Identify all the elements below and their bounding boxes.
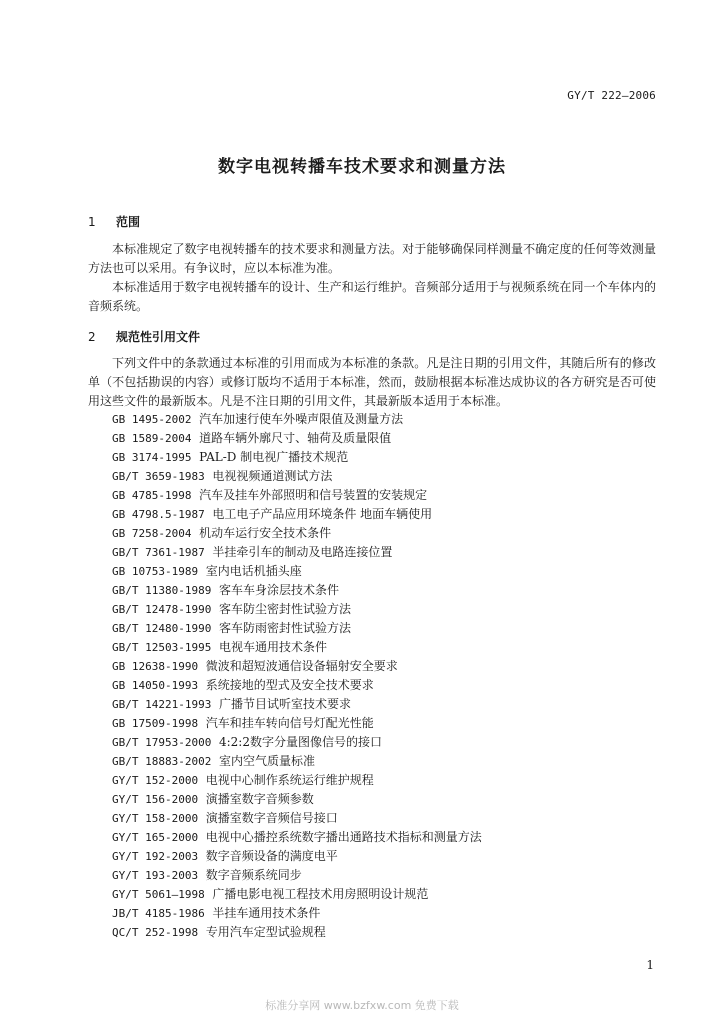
reference-item	[112, 619, 482, 638]
reference-code: GB/T 3659-1983	[112, 470, 205, 483]
reference-item	[112, 486, 482, 505]
section-2-heading	[88, 328, 200, 345]
page-number: 1	[646, 958, 654, 972]
reference-item	[112, 809, 482, 828]
reference-code: GY/T 152-2000	[112, 774, 199, 787]
reference-code: GB 1495-2002	[112, 413, 192, 426]
reference-item	[112, 543, 482, 562]
reference-code: GB/T 12503-1995	[112, 641, 212, 654]
reference-code: GB/T 18883-2002	[112, 755, 212, 768]
reference-title: 4:2:2数字分量图像信号的接口	[218, 735, 382, 749]
reference-list	[112, 410, 482, 942]
standard-number: GY/T 222—2006	[567, 89, 656, 102]
reference-item	[112, 429, 482, 448]
reference-item	[112, 714, 482, 733]
reference-item	[112, 923, 482, 942]
reference-item	[112, 505, 482, 524]
section-1-paragraph: 本标准适用于数字电视转播车的设计、生产和运行维护。音频部分适用于与视频系统在同一个车体内的音频系统。	[88, 280, 656, 313]
reference-code: JB/T 4185-1986	[112, 907, 205, 920]
reference-code: GY/T 5061—1998	[112, 888, 205, 901]
reference-code: QC/T 252-1998	[112, 926, 199, 939]
reference-item	[112, 562, 482, 581]
reference-title: 客车车身涂层技术条件	[218, 583, 339, 597]
reference-item	[112, 657, 482, 676]
reference-item	[112, 467, 482, 486]
watermark: 标准分享网 www.bzfxw.com 免费下载	[265, 999, 459, 1012]
reference-title: PAL-D 制电视广播技术规范	[199, 450, 349, 464]
reference-title: 客车防尘密封性试验方法	[218, 602, 351, 616]
reference-title: 数字音频系统同步	[205, 868, 302, 882]
reference-code: GB 10753-1989	[112, 565, 199, 578]
reference-code: GB/T 17953-2000	[112, 736, 212, 749]
reference-item	[112, 676, 482, 695]
reference-title: 电视视频通道测试方法	[212, 469, 333, 483]
reference-code: GY/T 192-2003	[112, 850, 199, 863]
reference-code: GB 4798.5-1987	[112, 508, 205, 521]
reference-title: 道路车辆外廓尺寸、轴荷及质量限值	[199, 431, 392, 445]
reference-item	[112, 904, 482, 923]
reference-title: 演播室数字音频信号接口	[205, 811, 338, 825]
reference-code: GB 4785-1998	[112, 489, 192, 502]
reference-title: 微波和超短波通信设备辐射安全要求	[205, 659, 398, 673]
reference-code: GY/T 156-2000	[112, 793, 199, 806]
reference-item	[112, 790, 482, 809]
reference-title: 室内空气质量标准	[218, 754, 315, 768]
reference-item	[112, 885, 482, 904]
reference-item	[112, 410, 482, 429]
reference-title: 客车防雨密封性试验方法	[218, 621, 351, 635]
reference-title: 系统接地的型式及安全技术要求	[205, 678, 374, 692]
reference-title: 电视车通用技术条件	[218, 640, 327, 654]
reference-code: GB/T 11380-1989	[112, 584, 212, 597]
reference-item	[112, 866, 482, 885]
reference-title: 室内电话机插头座	[205, 564, 302, 578]
section-1-heading	[88, 213, 140, 230]
reference-code: GY/T 193-2003	[112, 869, 199, 882]
reference-title: 汽车及挂车外部照明和信号装置的安装规定	[199, 488, 428, 502]
section-2-number: 2	[88, 330, 96, 344]
reference-item	[112, 752, 482, 771]
reference-title: 机动车运行安全技术条件	[199, 526, 332, 540]
reference-title: 半挂车通用技术条件	[212, 906, 321, 920]
reference-title: 广播电影电视工程技术用房照明设计规范	[212, 887, 429, 901]
reference-title: 汽车加速行使车外噪声限值及测量方法	[199, 412, 404, 426]
reference-title: 专用汽车定型试验规程	[205, 925, 326, 939]
reference-item	[112, 524, 482, 543]
section-1-paragraph: 本标准规定了数字电视转播车的技术要求和测量方法。对于能够确保同样测量不确定度的任何等效测量方法也可以采用。有争议时，应以本标准为准。	[88, 242, 656, 275]
reference-title: 广播节目试听室技术要求	[218, 697, 351, 711]
reference-code: GB 17509-1998	[112, 717, 199, 730]
reference-code: GB/T 7361-1987	[112, 546, 205, 559]
reference-item	[112, 733, 482, 752]
reference-item	[112, 448, 482, 467]
reference-code: GB/T 14221-1993	[112, 698, 212, 711]
reference-item	[112, 638, 482, 657]
reference-item	[112, 600, 482, 619]
reference-title: 汽车和挂车转向信号灯配光性能	[205, 716, 374, 730]
reference-code: GB/T 12480-1990	[112, 622, 212, 635]
reference-item	[112, 581, 482, 600]
reference-item	[112, 695, 482, 714]
reference-code: GB 3174-1995	[112, 451, 192, 464]
reference-code: GY/T 158-2000	[112, 812, 199, 825]
reference-code: GB 12638-1990	[112, 660, 199, 673]
reference-code: GY/T 165-2000	[112, 831, 199, 844]
reference-title: 数字音频设备的满度电平	[205, 849, 338, 863]
reference-code: GB 1589-2004	[112, 432, 192, 445]
reference-code: GB/T 12478-1990	[112, 603, 212, 616]
reference-title: 电工电子产品应用环境条件 地面车辆使用	[212, 507, 433, 521]
reference-title: 电视中心播控系统数字播出通路技术指标和测量方法	[205, 830, 482, 844]
reference-code: GB 7258-2004	[112, 527, 192, 540]
reference-title: 电视中心制作系统运行维护规程	[205, 773, 374, 787]
reference-item	[112, 771, 482, 790]
section-2-title: 规范性引用文件	[116, 330, 201, 344]
section-1-title: 范围	[116, 215, 141, 229]
reference-item	[112, 828, 482, 847]
reference-title: 演播室数字音频参数	[205, 792, 314, 806]
reference-code: GB 14050-1993	[112, 679, 199, 692]
section-2-intro: 下列文件中的条款通过本标准的引用而成为本标准的条款。凡是注日期的引用文件，其随后所有的修改单（不包括勘误的内容）或修订版均不适用于本标准，然而，鼓励根据本标准达成协议的各方研究是否可使用这些文件的最新版本。凡是不注日期的引用文件，其最新版本适用于本标准。	[88, 356, 656, 408]
reference-item	[112, 847, 482, 866]
section-1-number: 1	[88, 215, 96, 229]
document-title: 数字电视转播车技术要求和测量方法	[218, 157, 506, 177]
reference-title: 半挂牵引车的制动及电路连接位置	[212, 545, 393, 559]
